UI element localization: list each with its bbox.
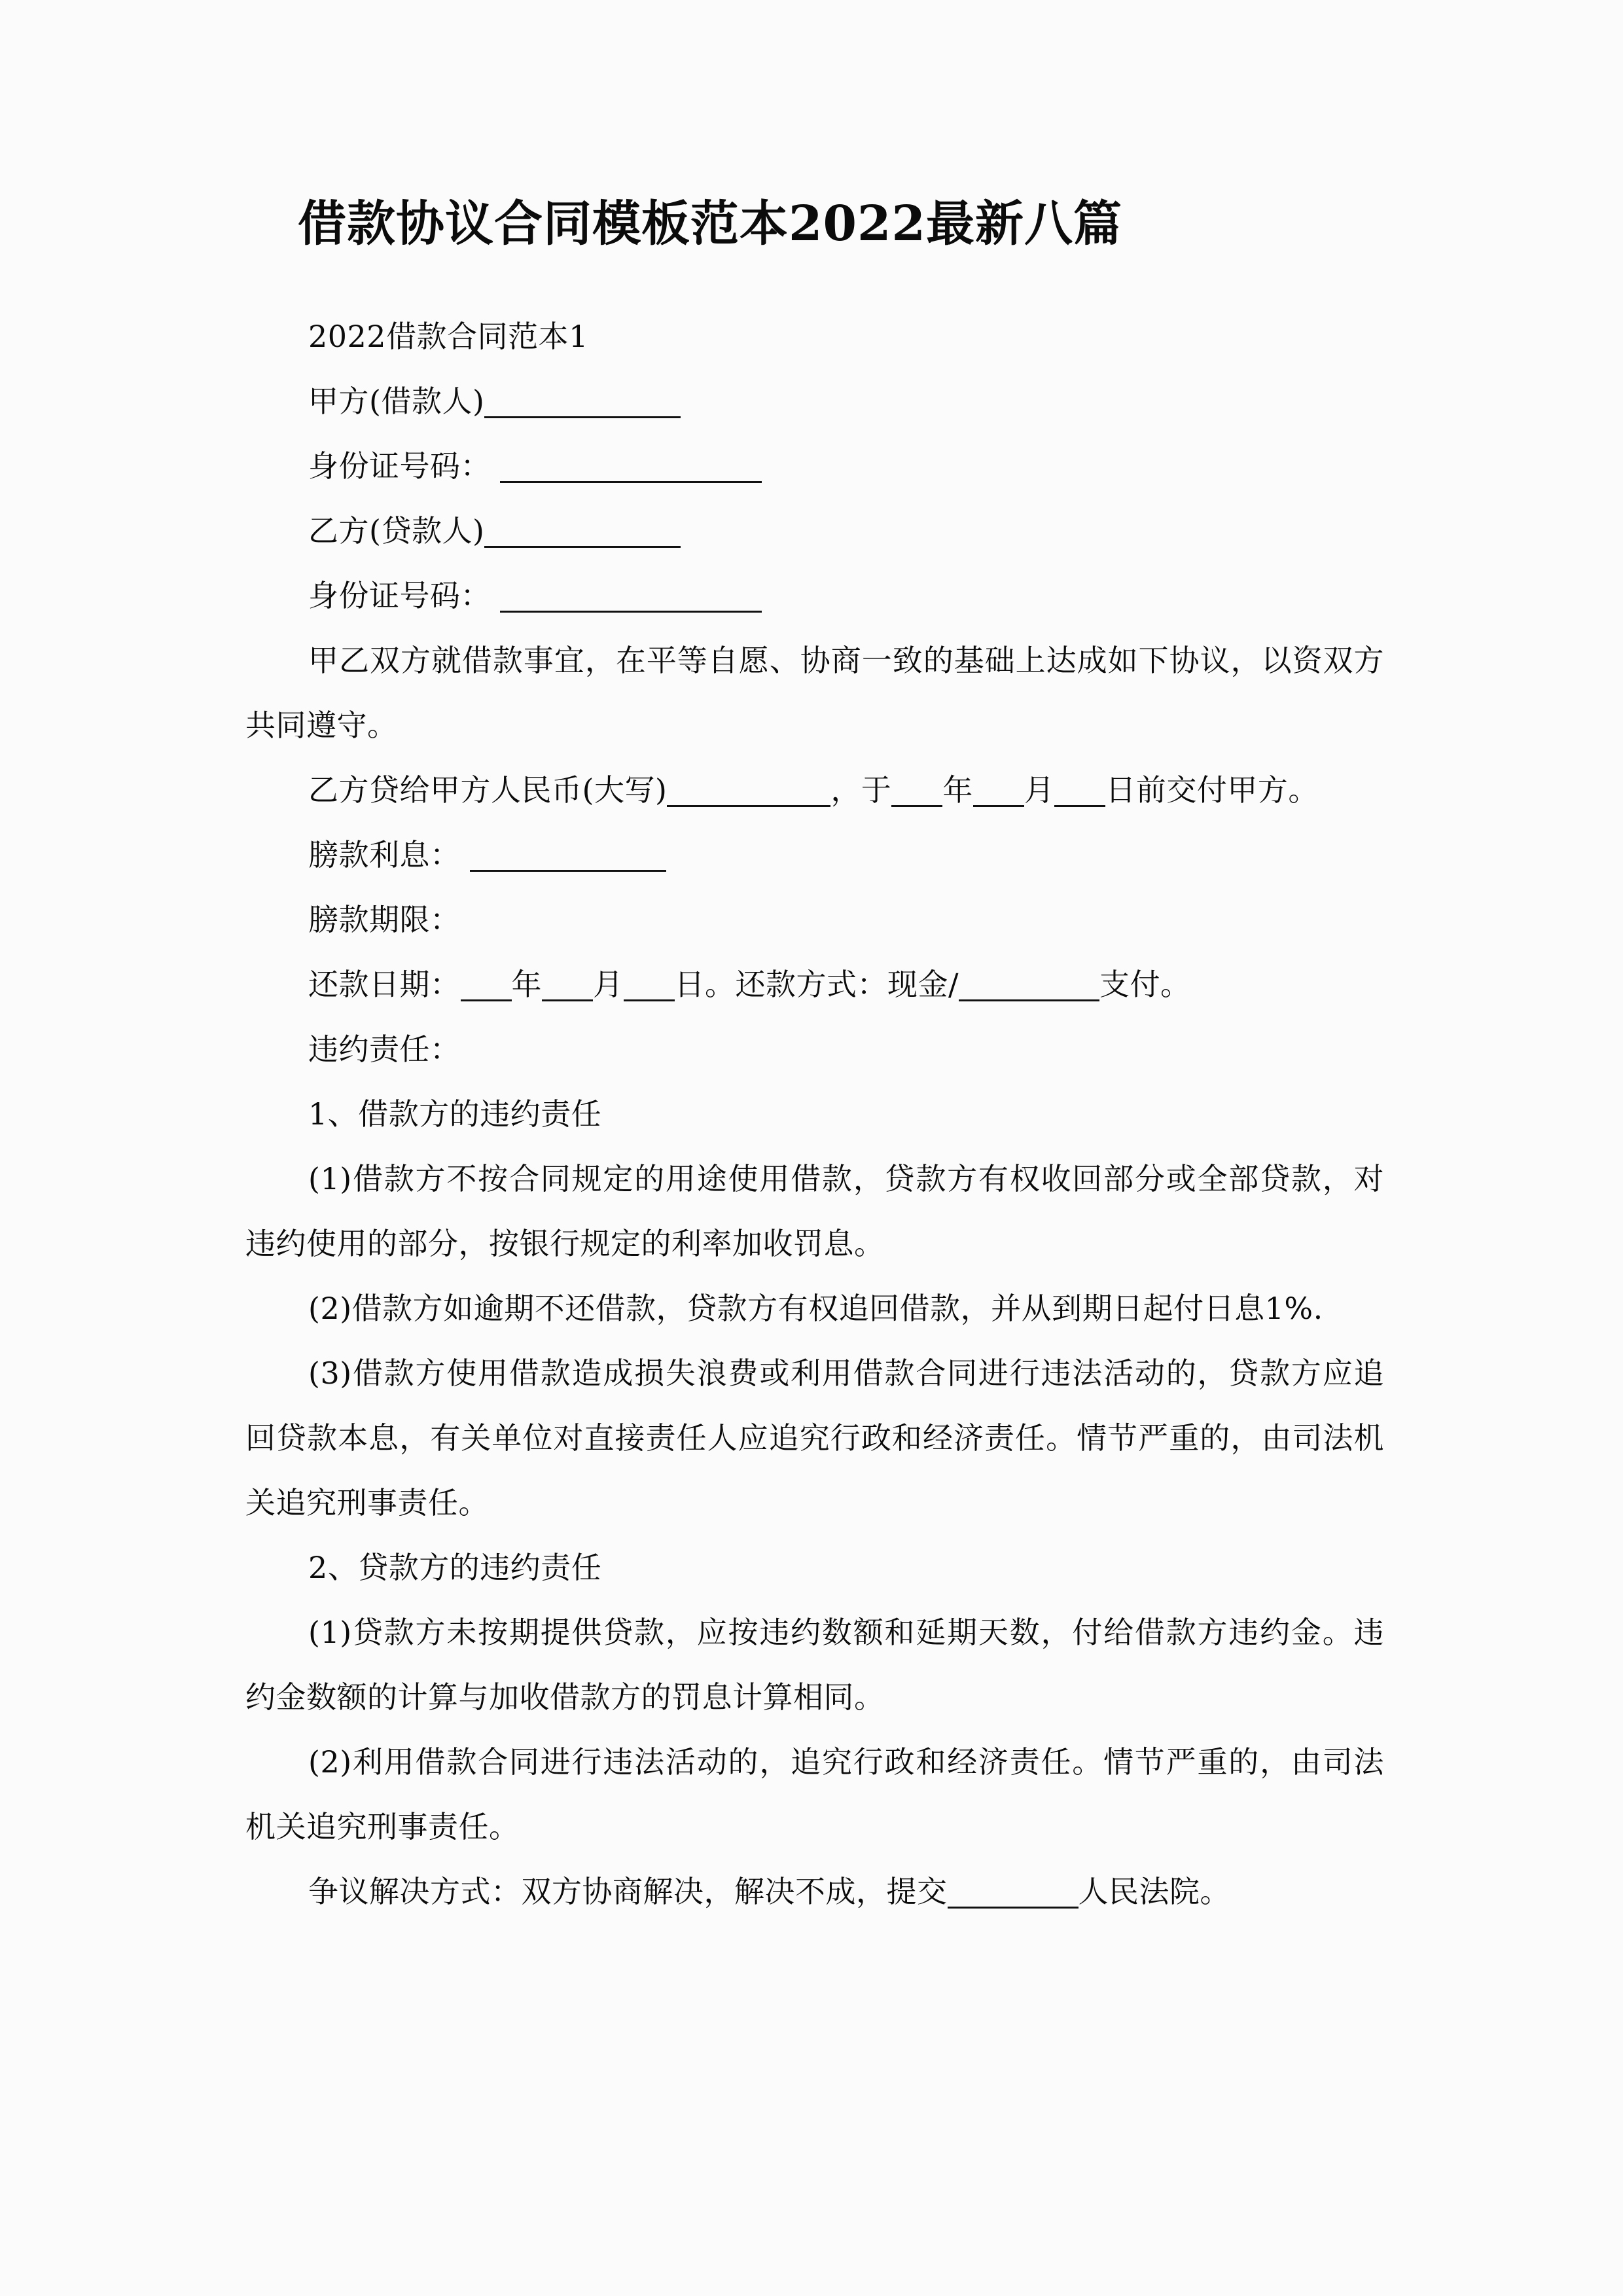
loan-interest-row xyxy=(245,823,1384,888)
lender-liability-heading: 2、贷款方的违约责任 xyxy=(308,1550,602,1585)
repayment-method-suffix: 支付。 xyxy=(1099,967,1191,1002)
page-title: 借款协议合同模板范本2022最新八篇 xyxy=(298,196,1122,252)
repayment-year-blank[interactable] xyxy=(461,977,512,1001)
delivery-terms-paragraph xyxy=(245,758,1384,823)
party-b-id-blank[interactable] xyxy=(500,588,762,613)
repayment-date-label: 还款日期： xyxy=(308,967,461,1002)
lender-liability-item-2: (2)利用借款合同进行违法活动的，追究行政和经济责任。情节严重的，由司法机关追究刑事责任。 xyxy=(245,1744,1384,1844)
delivery-comma: ，于 xyxy=(830,772,892,808)
delivery-tail: 甲方。 xyxy=(1227,772,1319,808)
repayment-row xyxy=(245,952,1384,1017)
party-b-label: 乙方(贷款人) xyxy=(308,513,485,548)
borrower-liability-item-3: (3)借款方使用借款造成损失浪费或利用借款合同进行违法活动的，贷款方应追回贷款本息，有关单位对直接责任人应追究行政和经济责任。情节严重的，由司法机关追究刑事责任。 xyxy=(245,1355,1384,1520)
loan-term-row: 膀款期限： xyxy=(308,902,461,937)
agreement-intro-paragraph: 甲乙双方就借款事宜，在平等自愿、协商一致的基础上达成如下协议，以资双方共同遵守。 xyxy=(245,643,1384,743)
party-a-id-row xyxy=(245,434,1384,499)
party-a-id-blank[interactable] xyxy=(500,459,762,483)
delivery-year-blank[interactable] xyxy=(891,783,942,807)
dispute-prefix: 争议解决方式：双方协商解决，解决不成，提交 xyxy=(308,1874,948,1909)
party-a-row xyxy=(245,369,1384,434)
party-b-row xyxy=(245,499,1384,564)
delivery-day-unit: 日前交付 xyxy=(1105,772,1228,808)
loan-interest-blank[interactable] xyxy=(470,848,666,872)
section-heading: 2022借款合同范本1 xyxy=(308,319,588,354)
delivery-month-unit: 月 xyxy=(1024,772,1055,808)
delivery-day-blank[interactable] xyxy=(1054,783,1105,807)
party-a-label: 甲方(借款人) xyxy=(308,384,485,419)
lender-liability-item-1: (1)贷款方未按期提供贷款，应按违约数额和延期天数，付给借款方违约金。违约金数额的计算与加收借款方的罚息计算相同。 xyxy=(245,1615,1384,1715)
dispute-resolution-row xyxy=(245,1859,1384,1924)
repayment-method-label: 还款方式：现金/ xyxy=(735,967,959,1002)
repayment-method-blank[interactable] xyxy=(959,977,1099,1001)
repayment-month-blank[interactable] xyxy=(542,977,593,1001)
breach-liability-heading: 违约责任： xyxy=(308,1031,461,1067)
borrower-liability-heading: 1、借款方的违约责任 xyxy=(308,1096,602,1132)
party-b-blank[interactable] xyxy=(484,524,681,548)
dispute-suffix: 人民法院。 xyxy=(1078,1874,1230,1909)
loan-interest-label: 膀款利息： xyxy=(308,837,461,872)
dispute-court-blank[interactable] xyxy=(948,1884,1079,1909)
repayment-month-unit: 月 xyxy=(593,967,624,1002)
document-body xyxy=(245,0,1384,1924)
delivery-prefix: 乙方贷给甲方人民币(大写) xyxy=(308,772,668,808)
borrower-liability-item-1: (1)借款方不按合同规定的用途使用借款，贷款方有权收回部分或全部贷款，对违约使用的部分，按银行规定的利率加收罚息。 xyxy=(245,1161,1384,1261)
party-b-id-label: 身份证号码： xyxy=(308,578,491,613)
repayment-day-unit: 日。 xyxy=(674,967,736,1002)
party-a-blank[interactable] xyxy=(484,394,681,418)
party-a-id-label: 身份证号码： xyxy=(308,448,491,484)
party-b-id-row xyxy=(245,564,1384,628)
loan-amount-blank[interactable] xyxy=(667,783,830,807)
repayment-year-unit: 年 xyxy=(511,967,542,1002)
delivery-month-blank[interactable] xyxy=(973,783,1024,807)
delivery-year-unit: 年 xyxy=(942,772,973,808)
contract-content xyxy=(245,248,1384,1924)
repayment-day-blank[interactable] xyxy=(624,977,675,1001)
borrower-liability-item-2: (2)借款方如逾期不还借款，贷款方有权追回借款，并从到期日起付日息1%. xyxy=(308,1291,1323,1326)
